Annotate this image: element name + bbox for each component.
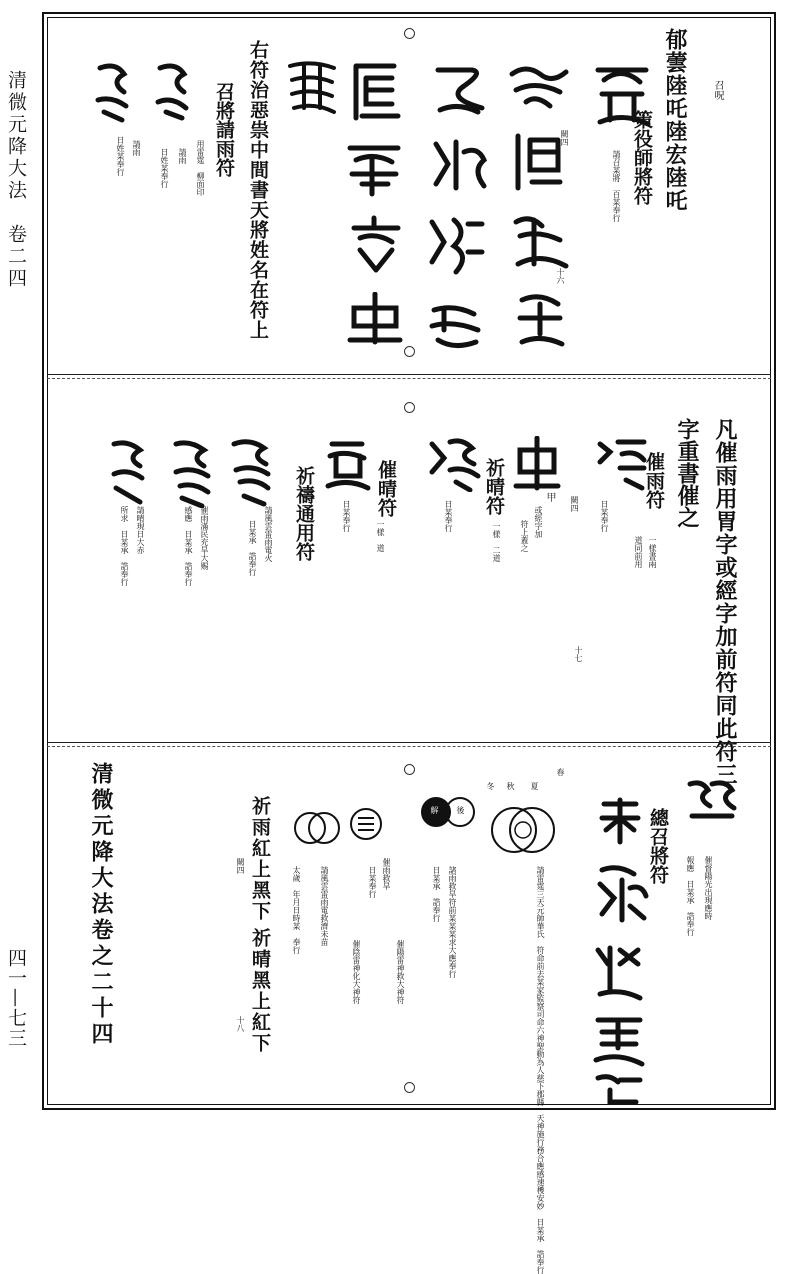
talisman-glyph [596, 794, 644, 846]
talisman-glyph [506, 60, 572, 112]
three-lines-circle [348, 806, 384, 842]
cui-sunny-exec: 日某奉行 [342, 500, 351, 532]
label-a: 請雨 [132, 140, 141, 156]
talisman-glyph [510, 130, 569, 194]
rain-note-1: 一様書兩 [648, 536, 657, 568]
talisman-glyph [512, 290, 568, 350]
talisman-glyph [426, 436, 486, 492]
talisman-glyph [346, 214, 406, 274]
pray-sunny-note: 一様 二道 [492, 522, 501, 562]
rain-talisman-title: 催雨符 [643, 452, 665, 509]
subtitle-text: 字重書催之 [674, 418, 700, 528]
seal-note: 闕四 [236, 858, 245, 874]
wind-exec: 日某承 誥奉行 [248, 520, 257, 576]
cui-yin-note: 催陰雷神化大神符 [352, 940, 361, 1004]
talisman-glyph [342, 140, 406, 200]
jie-circle-b: 後 [456, 806, 465, 814]
drought-note: 催雨滿民充旱大赐 [200, 506, 209, 570]
talisman-glyph [432, 62, 488, 116]
panel-divider-1 [47, 374, 771, 375]
binding-hole [404, 1082, 415, 1093]
cui-yang-note: 催陽雷神救大神符 [396, 940, 405, 1004]
talisman-glyph [424, 300, 486, 356]
talisman-title: 策役師將符 [631, 110, 653, 205]
jie-exec: 日某承 誥奉行 [432, 866, 441, 922]
cui-drought-exec: 日某奉行 [368, 866, 377, 898]
binding-hole [404, 402, 415, 413]
glyph-note: 日某奉行 [600, 500, 609, 532]
wind-cloud-note: 請風雲雷雨電救濟未苗 [320, 866, 329, 946]
page-number: 四一—七三 [5, 948, 27, 1048]
double-circle-diagram [292, 808, 342, 848]
season-circles-diagram [488, 798, 558, 862]
seal-note: 闕四 [570, 496, 579, 512]
label-b-exec: 日姓某奉行 [160, 148, 169, 188]
rain-side-note: 用雷霆 柳面印 [196, 140, 205, 196]
jia-note-2: 符上蓋之 [520, 520, 529, 552]
leaf-number: 十七 [574, 646, 583, 662]
label-a-exec: 日姓某奉行 [116, 136, 125, 176]
pray-general-title: 祈禱通用符 [293, 466, 315, 561]
talisman-glyph [512, 436, 562, 492]
leaf-fold-1 [47, 378, 771, 379]
bright-note: 請晴現日大赤 [136, 506, 145, 554]
label-b: 請雨 [178, 148, 187, 164]
spell-text: 郁蕓陸吒陸宏陸吒 [662, 28, 688, 212]
jia-note-1: 或經字加 [534, 506, 543, 538]
talisman-glyph [346, 60, 404, 124]
talisman-glyph [228, 436, 276, 508]
jie-circle-a: 解 [430, 806, 439, 814]
talisman-glyph [590, 942, 648, 1002]
pray-sunny-title: 祈晴符 [483, 458, 505, 515]
jia-label: 甲 [544, 492, 555, 502]
leaf-number: 十八 [236, 1016, 245, 1032]
talisman-glyph [424, 212, 488, 282]
zong-note-2: 報應 日某承 誥奉行 [686, 856, 695, 936]
talisman-glyph [152, 60, 192, 122]
wind-note: 請風雲雷雨電火 [264, 506, 273, 562]
panel-divider-2 [47, 742, 771, 743]
rain-note-2: 道同前用 [634, 536, 643, 568]
season-summer: 夏 [530, 782, 539, 790]
talisman-glyph [594, 862, 650, 928]
cui-drought-note: 催雨救旱 [382, 858, 391, 890]
seal-note: 闕四 [560, 130, 569, 146]
rain-talisman-title: 召將請雨符 [213, 82, 235, 177]
talisman-glyph [590, 60, 654, 130]
cui-sunny-title: 催晴符 [375, 460, 397, 517]
binding-hole [404, 764, 415, 775]
talisman-glyph [168, 436, 216, 508]
chapter-title: 清微元降大法卷之二十四 [88, 762, 114, 1048]
talisman-glyph [590, 1072, 648, 1106]
season-autumn: 秋 [506, 782, 515, 790]
talisman-glyph [588, 1014, 650, 1072]
season-spring: 春 [556, 768, 565, 776]
leaf-fold-2 [47, 746, 771, 747]
book-title: 清微元降大法 卷二四 [5, 70, 27, 290]
talisman-glyph [104, 436, 152, 506]
intro-text: 凡催雨用胃字或經字加前符同此符三 [712, 418, 738, 786]
pray-rain-rule: 祈雨紅上黑下 [249, 796, 271, 922]
zong-talisman-title: 總召將符 [647, 808, 669, 884]
jie-note: 諸雨救旱符前某某某求大應奉行 [448, 866, 457, 978]
talisman-glyph [592, 436, 650, 492]
leaf-number: 十六 [556, 268, 565, 284]
instruction-text: 右符治惡祟中間書天將姓名在符上 [247, 40, 269, 340]
bright-exec: 所求 日某承 誥奉行 [120, 506, 129, 586]
drought-exec: 感應 日某承 誥奉行 [184, 506, 193, 586]
talisman-glyph [90, 60, 134, 124]
talisman-glyph [346, 292, 404, 346]
season-note: 請雷霆三天元帥華氏 符命前去某家監察司命六神聖動為人慈下郡縣 天神施行務合應感速穫安妙 日某承 誥奉行 [536, 866, 545, 1274]
pray-sunny-exec: 日某奉行 [444, 500, 453, 532]
wind-cloud-exec: 太歲 年月日時某 奉行 [292, 866, 301, 954]
talisman-glyph [510, 212, 570, 270]
zong-note-1: 催督陽光出現應時 [704, 856, 713, 920]
talisman-glyph [682, 776, 742, 826]
talisman-glyph [428, 136, 490, 196]
talisman-glyph [284, 58, 340, 122]
binding-hole [404, 28, 415, 39]
cui-sunny-note: 一様 道 [376, 520, 385, 552]
pray-sunny-rule: 祈晴黑上紅下 [249, 928, 271, 1054]
talisman-glyph [322, 436, 372, 492]
heading-zhaozhou: 召呪 [712, 80, 723, 100]
season-winter: 冬 [486, 782, 495, 790]
binding-hole [404, 346, 415, 357]
talisman-note: 請召某將 百某奉行 [612, 150, 621, 222]
